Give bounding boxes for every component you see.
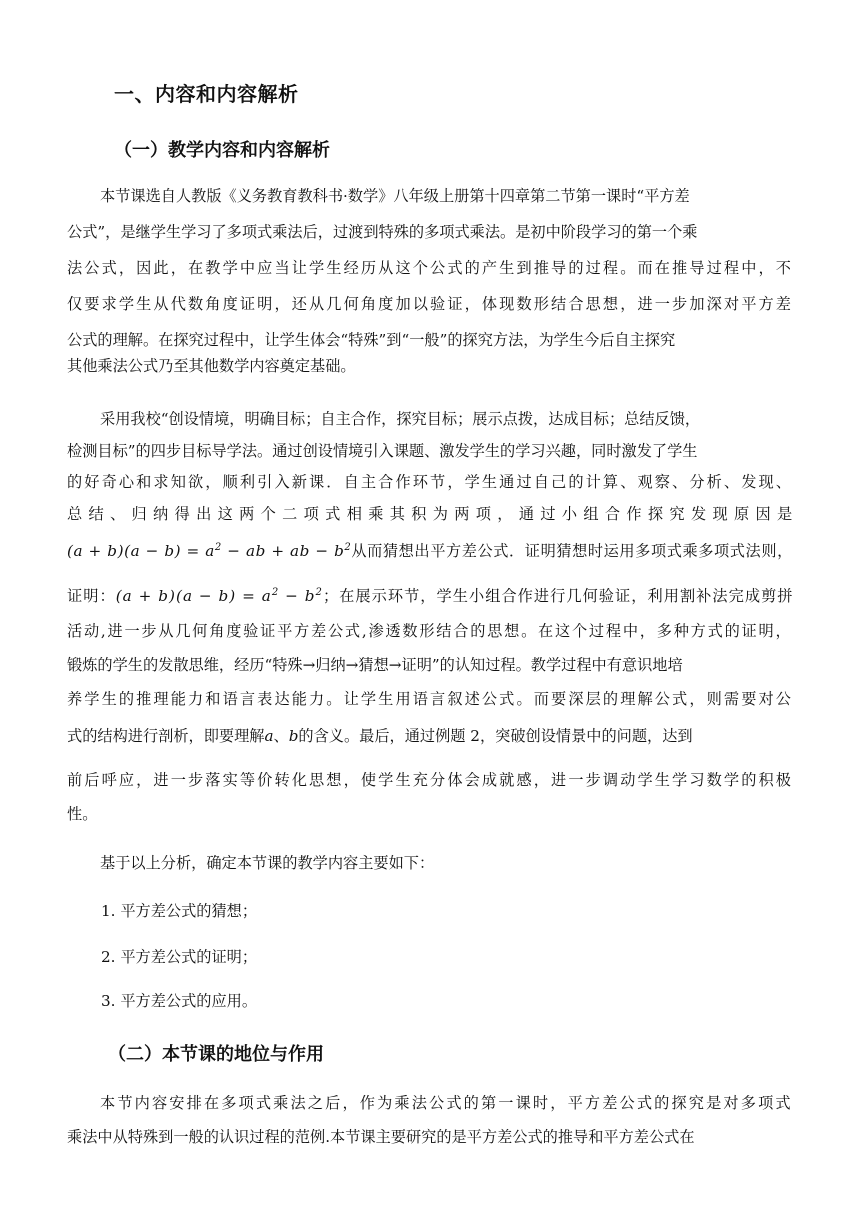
paragraph-line <box>67 541 793 561</box>
paragraph-text: 式的结构进行剖析，即要理解 <box>67 727 265 745</box>
paragraph-line <box>67 586 794 606</box>
paragraph-line: 养学生的推理能力和语言表达能力。让学生用语言叙述公式。而要深层的理解公式，则需要对公 <box>67 690 794 708</box>
paragraph-line: 性。 <box>67 805 98 823</box>
paragraph-line <box>67 726 693 746</box>
paragraph-line: 活动,进一步从几何角度验证平方差公式,渗透数形结合的思想。在这个过程中，多种方式的证明， <box>67 622 793 640</box>
paragraph-text: ；在展示环节，学生小组合作进行几何验证，利用割补法完成剪拼 <box>322 587 794 605</box>
section-heading: （二）本节课的地位与作用 <box>108 1044 324 1065</box>
formula-expansion: $(a + b)(a - b) = a^2$ − ab + ab − $b^2$ <box>67 541 352 560</box>
formula-difference-of-squares: $(a + b)(a - b) = a^2 - b^2$ <box>115 586 323 605</box>
paragraph-line: 乘法中从特殊到一般的认识过程的范例.本节课主要研究的是平方差公式的推导和平方差公式在 <box>67 1128 695 1146</box>
separator: 、 <box>273 727 289 745</box>
list-item: 3. 平方差公式的应用。 <box>101 992 258 1010</box>
paragraph-line: 检测目标”的四步目标导学法。通过创设情境引入课题、激发学生的学习兴趣，同时激发了学生 <box>67 442 698 460</box>
paragraph-line: 法公式，因此，在教学中应当让学生经历从这个公式的产生到推导的过程。而在推导过程中，不 <box>67 259 794 277</box>
section-heading: （一）教学内容和内容解析 <box>114 140 330 161</box>
paragraph-line: 本节课选自人教版《义务教育教科书·数学》八年级上册第十四章第二节第一课时“平方差 <box>100 187 690 205</box>
paragraph-line: 公式的理解。在探究过程中，让学生体会“特殊”到“一般”的探究方法，为学生今后自主探究 <box>67 331 676 349</box>
paragraph-line: 基于以上分析，确定本节课的教学内容主要如下： <box>100 854 435 872</box>
paragraph-line: 本节内容安排在多项式乘法之后，作为乘法公式的第一课时，平方差公式的探究是对多项式 <box>100 1094 793 1112</box>
paragraph-line: 总 结 、 归 纳 得 出 这 两 个 二 项 式 相 乘 其 积 为 两 项 ， 通 过 小 组 合 作 探 究 发 现 原 因 是 <box>67 505 793 523</box>
paragraph-line: 采用我校“创设情境，明确目标；自主合作，探究目标；展示点拨，达成目标；总结反馈， <box>100 410 701 428</box>
page-title: 一、内容和内容解析 <box>114 82 299 106</box>
proof-label: 证明： <box>67 587 116 605</box>
paragraph-line: 前后呼应，进一步落实等价转化思想，使学生充分体会成就感，进一步调动学生学习数学的积极 <box>67 771 794 789</box>
paragraph-text: 的含义。最后，通过例题 2，突破创设情景中的问题，达到 <box>298 727 693 745</box>
paragraph-line: 的好奇心和求知欲，顺利引入新课．自主合作环节，学生通过自己的计算、观察、分析、发现、 <box>67 473 794 491</box>
variable-a: a <box>264 727 274 745</box>
paragraph-line: 其他乘法公式乃至其他数学内容奠定基础。 <box>67 357 356 375</box>
paragraph-line: 仅要求学生从代数角度证明，还从几何角度加以验证，体现数形结合思想，进一步加深对平方差 <box>67 295 794 313</box>
variable-b: b <box>288 727 299 745</box>
list-item: 1. 平方差公式的猜想； <box>101 902 258 920</box>
list-item: 2. 平方差公式的证明； <box>101 948 258 966</box>
paragraph-line: 公式”，是继学生学习了多项式乘法后，过渡到特殊的多项式乘法。是初中阶段学习的第一个乘 <box>67 223 698 241</box>
paragraph-line: 锻炼的学生的发散思维，经历“特殊→归纳→猜想→证明”的认知过程。教学过程中有意识地培 <box>67 656 683 674</box>
paragraph-text: 从而猜想出平方差公式．证明猜想时运用多项式乘多项式法则， <box>351 542 793 560</box>
